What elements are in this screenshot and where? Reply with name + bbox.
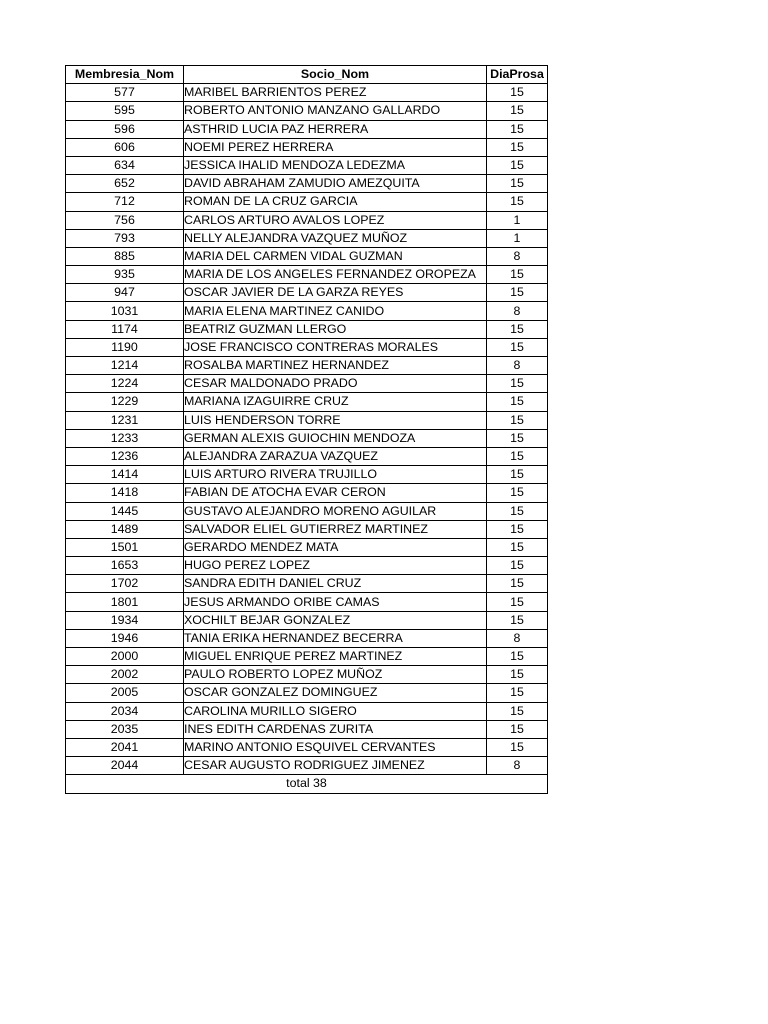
socio-cell: INES EDITH CARDENAS ZURITA bbox=[184, 720, 487, 738]
socio-cell: LUIS ARTURO RIVERA TRUJILLO bbox=[184, 466, 487, 484]
socio-cell: NOEMI PEREZ HERRERA bbox=[184, 138, 487, 156]
socio-cell: MARIANA IZAGUIRRE CRUZ bbox=[184, 393, 487, 411]
table-row bbox=[66, 684, 548, 702]
socio-cell: MARINO ANTONIO ESQUIVEL CERVANTES bbox=[184, 738, 487, 756]
table-row bbox=[66, 193, 548, 211]
diaprosa-cell: 15 bbox=[487, 375, 548, 393]
table-row bbox=[66, 175, 548, 193]
membresia-cell: 1190 bbox=[66, 338, 184, 356]
table-row bbox=[66, 447, 548, 465]
diaprosa-cell: 8 bbox=[487, 247, 548, 265]
diaprosa-cell: 15 bbox=[487, 702, 548, 720]
table-row bbox=[66, 357, 548, 375]
membresia-cell: 1236 bbox=[66, 447, 184, 465]
diaprosa-cell: 15 bbox=[487, 284, 548, 302]
table-row bbox=[66, 102, 548, 120]
socio-cell: CARLOS ARTURO AVALOS LOPEZ bbox=[184, 211, 487, 229]
table-row bbox=[66, 502, 548, 520]
table-row bbox=[66, 338, 548, 356]
diaprosa-cell: 15 bbox=[487, 120, 548, 138]
membresia-cell: 2000 bbox=[66, 648, 184, 666]
diaprosa-cell: 15 bbox=[487, 611, 548, 629]
socio-cell: CESAR MALDONADO PRADO bbox=[184, 375, 487, 393]
table-row bbox=[66, 320, 548, 338]
diaprosa-cell: 15 bbox=[487, 175, 548, 193]
table-row bbox=[66, 156, 548, 174]
table-row bbox=[66, 138, 548, 156]
socio-cell: OSCAR GONZALEZ DOMINGUEZ bbox=[184, 684, 487, 702]
membresia-cell: 1414 bbox=[66, 466, 184, 484]
membresia-cell: 1489 bbox=[66, 520, 184, 538]
membership-table bbox=[65, 65, 548, 794]
diaprosa-cell: 15 bbox=[487, 266, 548, 284]
table-row bbox=[66, 484, 548, 502]
header-membresia-nom: Membresia_Nom bbox=[66, 66, 184, 84]
table-row bbox=[66, 429, 548, 447]
table-row bbox=[66, 84, 548, 102]
socio-cell: ROBERTO ANTONIO MANZANO GALLARDO bbox=[184, 102, 487, 120]
total-row bbox=[66, 775, 548, 793]
diaprosa-cell: 8 bbox=[487, 629, 548, 647]
diaprosa-cell: 15 bbox=[487, 720, 548, 738]
membresia-cell: 1174 bbox=[66, 320, 184, 338]
membresia-cell: 1229 bbox=[66, 393, 184, 411]
socio-cell: MARIA ELENA MARTINEZ CANIDO bbox=[184, 302, 487, 320]
socio-cell: DAVID ABRAHAM ZAMUDIO AMEZQUITA bbox=[184, 175, 487, 193]
diaprosa-cell: 15 bbox=[487, 138, 548, 156]
diaprosa-cell: 15 bbox=[487, 575, 548, 593]
socio-cell: ROMAN DE LA CRUZ GARCIA bbox=[184, 193, 487, 211]
membresia-cell: 885 bbox=[66, 247, 184, 265]
socio-cell: FABIAN DE ATOCHA EVAR CERON bbox=[184, 484, 487, 502]
socio-cell: GUSTAVO ALEJANDRO MORENO AGUILAR bbox=[184, 502, 487, 520]
diaprosa-cell: 15 bbox=[487, 666, 548, 684]
table-row bbox=[66, 466, 548, 484]
membresia-cell: 2044 bbox=[66, 757, 184, 775]
table-row bbox=[66, 611, 548, 629]
socio-cell: CAROLINA MURILLO SIGERO bbox=[184, 702, 487, 720]
membresia-cell: 1934 bbox=[66, 611, 184, 629]
socio-cell: TANIA ERIKA HERNANDEZ BECERRA bbox=[184, 629, 487, 647]
table-row bbox=[66, 247, 548, 265]
membresia-cell: 1231 bbox=[66, 411, 184, 429]
membresia-cell: 595 bbox=[66, 102, 184, 120]
table-row bbox=[66, 538, 548, 556]
socio-cell: GERARDO MENDEZ MATA bbox=[184, 538, 487, 556]
table-row bbox=[66, 557, 548, 575]
diaprosa-cell: 15 bbox=[487, 684, 548, 702]
socio-cell: GERMAN ALEXIS GUIOCHIN MENDOZA bbox=[184, 429, 487, 447]
table-row bbox=[66, 757, 548, 775]
membresia-cell: 935 bbox=[66, 266, 184, 284]
membresia-cell: 1801 bbox=[66, 593, 184, 611]
membresia-cell: 1445 bbox=[66, 502, 184, 520]
diaprosa-cell: 15 bbox=[487, 466, 548, 484]
membresia-cell: 1031 bbox=[66, 302, 184, 320]
socio-cell: MARIA DE LOS ANGELES FERNANDEZ OROPEZA bbox=[184, 266, 487, 284]
header-socio-nom: Socio_Nom bbox=[184, 66, 487, 84]
socio-cell: MARIBEL BARRIENTOS PEREZ bbox=[184, 84, 487, 102]
diaprosa-cell: 15 bbox=[487, 393, 548, 411]
membresia-cell: 1233 bbox=[66, 429, 184, 447]
socio-cell: NELLY ALEJANDRA VAZQUEZ MUÑOZ bbox=[184, 229, 487, 247]
membresia-cell: 1702 bbox=[66, 575, 184, 593]
socio-cell: PAULO ROBERTO LOPEZ MUÑOZ bbox=[184, 666, 487, 684]
membresia-cell: 577 bbox=[66, 84, 184, 102]
table-row bbox=[66, 284, 548, 302]
diaprosa-cell: 15 bbox=[487, 338, 548, 356]
diaprosa-cell: 15 bbox=[487, 156, 548, 174]
table-row bbox=[66, 593, 548, 611]
diaprosa-cell: 15 bbox=[487, 557, 548, 575]
membresia-cell: 2005 bbox=[66, 684, 184, 702]
diaprosa-cell: 8 bbox=[487, 302, 548, 320]
membresia-cell: 634 bbox=[66, 156, 184, 174]
table-row bbox=[66, 375, 548, 393]
table-row bbox=[66, 266, 548, 284]
table-row bbox=[66, 666, 548, 684]
table-body bbox=[66, 84, 548, 775]
table-row bbox=[66, 393, 548, 411]
socio-cell: XOCHILT BEJAR GONZALEZ bbox=[184, 611, 487, 629]
table-row bbox=[66, 520, 548, 538]
diaprosa-cell: 15 bbox=[487, 738, 548, 756]
membresia-cell: 2002 bbox=[66, 666, 184, 684]
diaprosa-cell: 15 bbox=[487, 593, 548, 611]
header-diaprosa: DiaProsa bbox=[487, 66, 548, 84]
diaprosa-cell: 15 bbox=[487, 484, 548, 502]
diaprosa-cell: 15 bbox=[487, 520, 548, 538]
table-row bbox=[66, 302, 548, 320]
diaprosa-cell: 1 bbox=[487, 211, 548, 229]
diaprosa-cell: 15 bbox=[487, 193, 548, 211]
membresia-cell: 756 bbox=[66, 211, 184, 229]
membresia-cell: 2041 bbox=[66, 738, 184, 756]
diaprosa-cell: 15 bbox=[487, 538, 548, 556]
diaprosa-cell: 15 bbox=[487, 502, 548, 520]
membresia-cell: 1418 bbox=[66, 484, 184, 502]
socio-cell: JESSICA IHALID MENDOZA LEDEZMA bbox=[184, 156, 487, 174]
diaprosa-cell: 15 bbox=[487, 429, 548, 447]
socio-cell: LUIS HENDERSON TORRE bbox=[184, 411, 487, 429]
table-row bbox=[66, 211, 548, 229]
socio-cell: JESUS ARMANDO ORIBE CAMAS bbox=[184, 593, 487, 611]
diaprosa-cell: 15 bbox=[487, 320, 548, 338]
diaprosa-cell: 8 bbox=[487, 757, 548, 775]
table-row bbox=[66, 648, 548, 666]
membresia-cell: 1653 bbox=[66, 557, 184, 575]
table-row bbox=[66, 702, 548, 720]
table-row bbox=[66, 575, 548, 593]
socio-cell: BEATRIZ GUZMAN LLERGO bbox=[184, 320, 487, 338]
diaprosa-cell: 8 bbox=[487, 357, 548, 375]
membresia-cell: 1214 bbox=[66, 357, 184, 375]
socio-cell: SALVADOR ELIEL GUTIERREZ MARTINEZ bbox=[184, 520, 487, 538]
total-label: total 38 bbox=[66, 775, 548, 793]
membresia-cell: 712 bbox=[66, 193, 184, 211]
socio-cell: ROSALBA MARTINEZ HERNANDEZ bbox=[184, 357, 487, 375]
diaprosa-cell: 15 bbox=[487, 447, 548, 465]
diaprosa-cell: 15 bbox=[487, 411, 548, 429]
table-row bbox=[66, 738, 548, 756]
table-row bbox=[66, 229, 548, 247]
table-row bbox=[66, 411, 548, 429]
membresia-cell: 596 bbox=[66, 120, 184, 138]
membresia-cell: 1224 bbox=[66, 375, 184, 393]
membresia-cell: 606 bbox=[66, 138, 184, 156]
socio-cell: CESAR AUGUSTO RODRIGUEZ JIMENEZ bbox=[184, 757, 487, 775]
table-row bbox=[66, 720, 548, 738]
socio-cell: SANDRA EDITH DANIEL CRUZ bbox=[184, 575, 487, 593]
membresia-cell: 2035 bbox=[66, 720, 184, 738]
table-row bbox=[66, 120, 548, 138]
socio-cell: ALEJANDRA ZARAZUA VAZQUEZ bbox=[184, 447, 487, 465]
socio-cell: ASTHRID LUCIA PAZ HERRERA bbox=[184, 120, 487, 138]
socio-cell: MARIA DEL CARMEN VIDAL GUZMAN bbox=[184, 247, 487, 265]
membresia-cell: 947 bbox=[66, 284, 184, 302]
diaprosa-cell: 15 bbox=[487, 102, 548, 120]
socio-cell: HUGO PEREZ LOPEZ bbox=[184, 557, 487, 575]
socio-cell: OSCAR JAVIER DE LA GARZA REYES bbox=[184, 284, 487, 302]
membresia-cell: 1946 bbox=[66, 629, 184, 647]
table-row bbox=[66, 629, 548, 647]
socio-cell: JOSE FRANCISCO CONTRERAS MORALES bbox=[184, 338, 487, 356]
membresia-cell: 1501 bbox=[66, 538, 184, 556]
diaprosa-cell: 1 bbox=[487, 229, 548, 247]
membresia-cell: 793 bbox=[66, 229, 184, 247]
diaprosa-cell: 15 bbox=[487, 648, 548, 666]
membresia-cell: 652 bbox=[66, 175, 184, 193]
membresia-cell: 2034 bbox=[66, 702, 184, 720]
socio-cell: MIGUEL ENRIQUE PEREZ MARTINEZ bbox=[184, 648, 487, 666]
header-row bbox=[66, 66, 548, 84]
diaprosa-cell: 15 bbox=[487, 84, 548, 102]
